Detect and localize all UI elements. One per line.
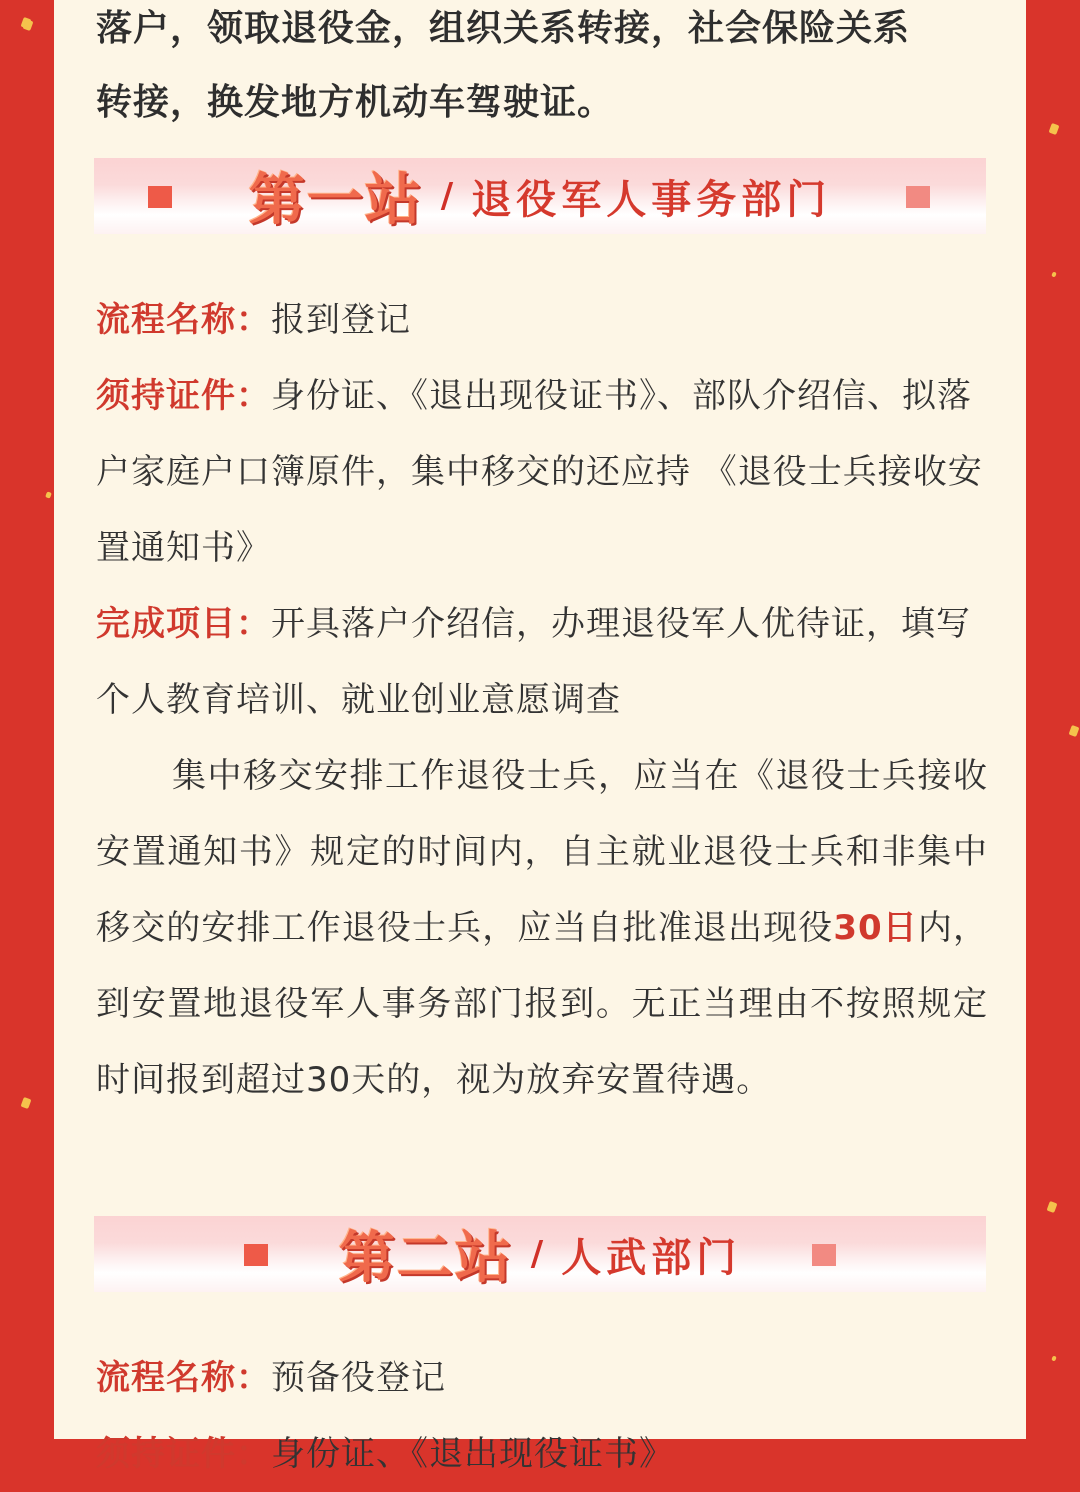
reporting-paragraph: [96, 738, 988, 1118]
station-banner-1: [94, 158, 986, 234]
documents-value: 身份证、《退出现役证书》: [271, 1434, 674, 1474]
intro-paragraph: [96, 0, 996, 140]
documents-value: 身份证、《退出现役证书》、部队介绍信、拟落户家庭户口簿原件，集中移交的还应持 《退役士兵接收安置通知书》: [96, 376, 983, 568]
station-title: [94, 158, 986, 234]
sparkle-decoration: [1051, 1355, 1056, 1361]
process-label: 流程名称：: [96, 1358, 271, 1398]
square-icon: [906, 186, 930, 208]
station-number: 第二站: [338, 1226, 513, 1291]
paragraph-text: 集中移交安排工作退役士兵，应当在《退役士兵接收安置通知书》规定的时间内，自主就业退役士兵和非集中移交的安排工作退役士兵，应当自批准退出现役: [96, 756, 988, 948]
process-row: [96, 1340, 988, 1416]
station-banner-2: [94, 1216, 986, 1292]
documents-row: [96, 358, 988, 586]
completion-label: 完成项目：: [96, 604, 271, 644]
completion-row: [96, 586, 988, 738]
deadline-highlight: 30日: [833, 908, 918, 948]
sparkle-decoration: [45, 491, 52, 498]
completion-value: 开具落户介绍信，办理退役军人优待证，填写个人教育培训、就业创业意愿调查: [96, 604, 971, 720]
sparkle-decoration: [1051, 271, 1056, 277]
process-label: 流程名称：: [96, 300, 271, 340]
sparkle-decoration: [1049, 123, 1060, 135]
process-value: 预备役登记: [271, 1358, 446, 1398]
intro-line: 落户，领取退役金，组织关系转接，社会保险关系: [96, 8, 911, 49]
documents-label: 须持证件：: [96, 376, 271, 416]
title-slash: /: [440, 176, 454, 216]
sparkle-decoration: [21, 1097, 32, 1109]
documents-row: [96, 1416, 988, 1492]
paragraph-text: 内，到安置地退役军人事务部门报到。无正当理由不按照规定时间报到超过30天的，视为放弃安置待遇。: [96, 908, 989, 1100]
square-icon: [812, 1244, 836, 1266]
station-title: [94, 1216, 986, 1292]
intro-line: 转接，换发地方机动车驾驶证。: [96, 82, 615, 123]
process-row: [96, 282, 988, 358]
sparkle-decoration: [1047, 1201, 1058, 1213]
title-slash: /: [530, 1234, 544, 1274]
process-value: 报到登记: [271, 300, 411, 340]
sparkle-decoration: [1069, 725, 1080, 737]
documents-label: 须持证件：: [96, 1434, 271, 1474]
article-page: [54, 0, 1026, 1474]
station-number: 第一站: [248, 168, 423, 233]
station-department: 退役军人事务部门: [471, 176, 832, 223]
station-department: 人武部门: [561, 1234, 742, 1281]
